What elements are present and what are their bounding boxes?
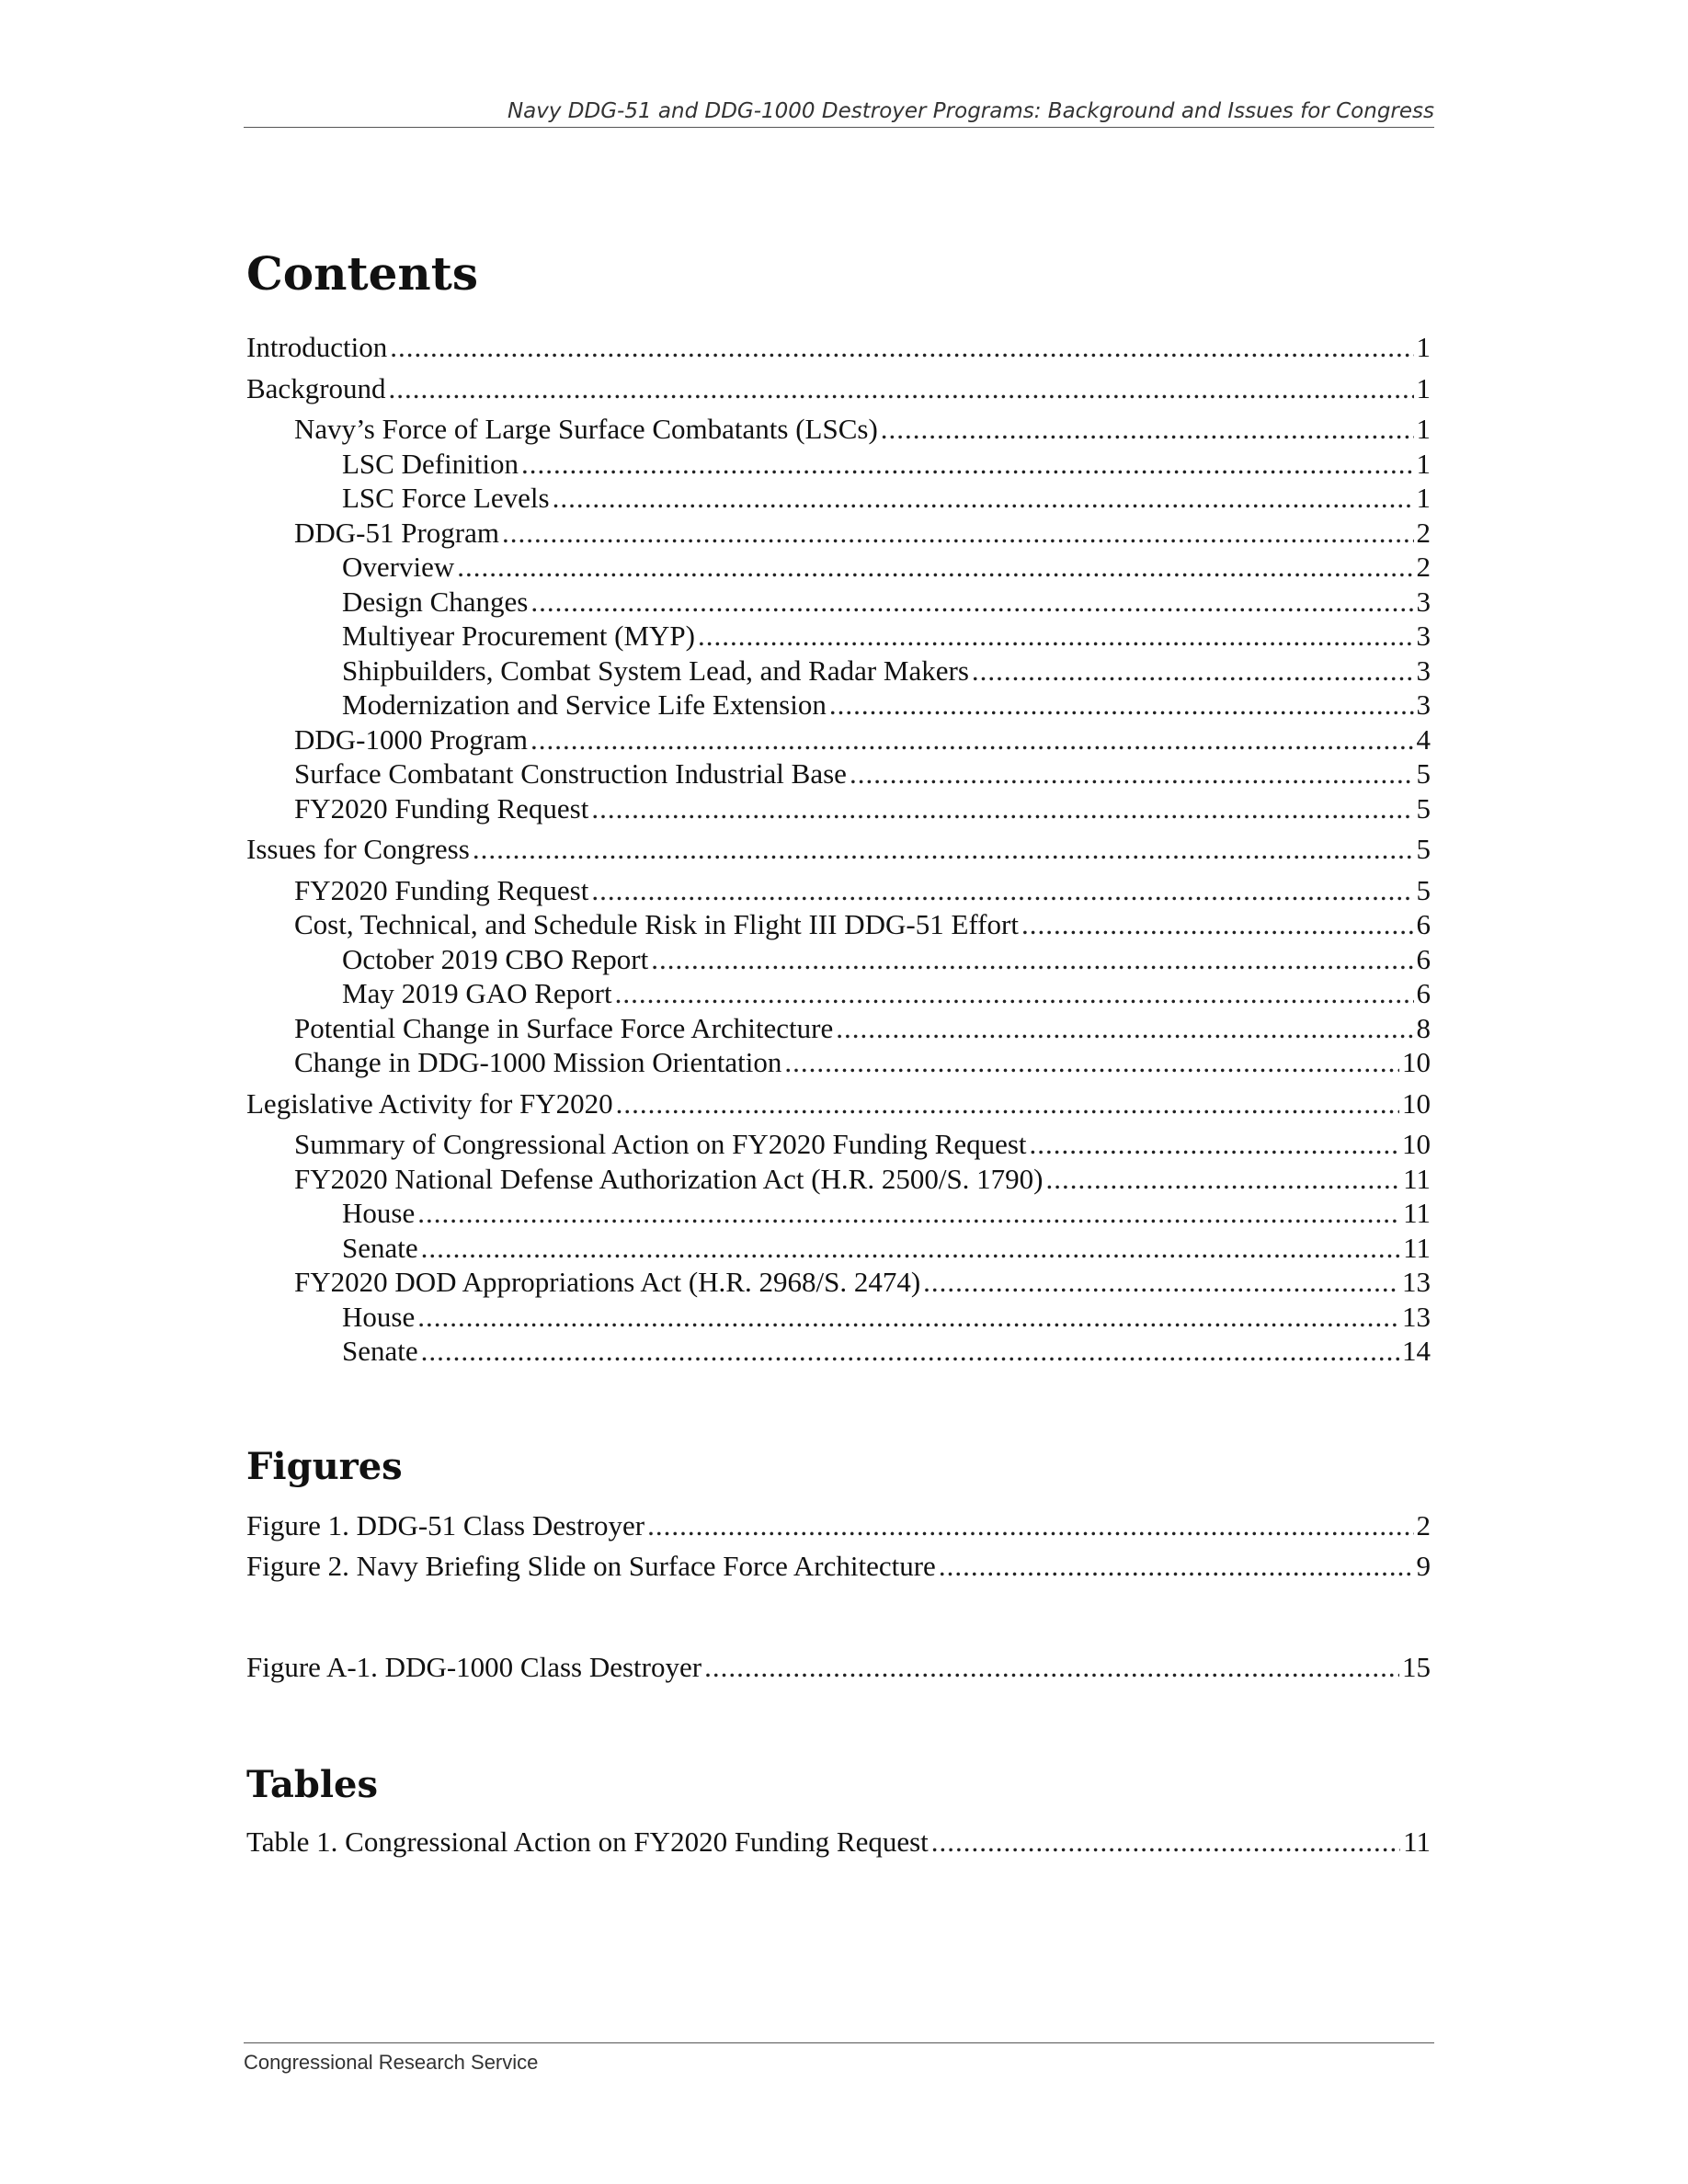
toc-entry[interactable] bbox=[246, 977, 1431, 1010]
dot-leader bbox=[704, 1651, 1399, 1684]
toc-entry-page: 11 bbox=[1403, 1232, 1431, 1264]
toc-entry[interactable] bbox=[246, 413, 1431, 446]
toc-entry[interactable] bbox=[246, 482, 1431, 515]
dot-leader bbox=[651, 943, 1413, 976]
toc-entry-title: Navy’s Force of Large Surface Combatants (LSCs) bbox=[294, 413, 878, 445]
toc-entry[interactable] bbox=[246, 654, 1431, 688]
toc-entry[interactable] bbox=[246, 1301, 1431, 1334]
toc-entry-title: Surface Combatant Construction Industrial Base bbox=[294, 757, 847, 790]
toc-entry-title: FY2020 National Defense Authorization Act (H.R. 2500/S. 1790) bbox=[294, 1163, 1044, 1195]
dot-leader bbox=[923, 1266, 1399, 1299]
toc-entry-page: 6 bbox=[1416, 908, 1431, 940]
toc-entry-title: Shipbuilders, Combat System Lead, and Radar Makers bbox=[342, 654, 969, 687]
toc-entry-page: 3 bbox=[1416, 586, 1431, 618]
toc-entry-page: 3 bbox=[1416, 620, 1431, 652]
dot-leader bbox=[931, 1826, 1400, 1859]
toc-entry-page: 2 bbox=[1416, 517, 1431, 549]
toc-entry-title: Issues for Congress bbox=[246, 833, 470, 865]
toc-entry-title: FY2020 DOD Appropriations Act (H.R. 2968/S. 2474) bbox=[294, 1266, 921, 1298]
toc-entry-page: 11 bbox=[1403, 1826, 1431, 1858]
toc-entry-page: 5 bbox=[1416, 757, 1431, 790]
toc-entry-title: October 2019 CBO Report bbox=[342, 943, 649, 975]
toc-entry-title: FY2020 Funding Request bbox=[294, 792, 589, 825]
toc-entry[interactable] bbox=[246, 1335, 1431, 1368]
toc-entry-title: Modernization and Service Life Extension bbox=[342, 688, 827, 721]
toc-entry-page: 5 bbox=[1416, 833, 1431, 865]
footer: Congressional Research Service bbox=[244, 2042, 1434, 2075]
toc-entry-title: DDG-1000 Program bbox=[294, 723, 528, 756]
toc-entry-page: 8 bbox=[1416, 1012, 1431, 1044]
toc-entry[interactable] bbox=[246, 1087, 1431, 1120]
toc-entry-title: House bbox=[342, 1197, 416, 1229]
toc-entry-title: Senate bbox=[342, 1335, 418, 1367]
toc-entry-page: 11 bbox=[1403, 1163, 1431, 1195]
toc-entry-page: 15 bbox=[1402, 1651, 1431, 1683]
dot-leader bbox=[502, 517, 1414, 550]
toc-entry-page: 13 bbox=[1402, 1266, 1431, 1298]
toc-entry-page: 1 bbox=[1416, 482, 1431, 514]
toc-entry-title: Multiyear Procurement (MYP) bbox=[342, 620, 695, 652]
toc-entry-page: 6 bbox=[1416, 977, 1431, 1009]
dot-leader bbox=[591, 874, 1413, 907]
toc-entry-title: Background bbox=[246, 372, 386, 404]
toc-entry-page: 9 bbox=[1416, 1550, 1431, 1582]
toc-entry-page: 13 bbox=[1402, 1301, 1431, 1333]
dot-leader bbox=[417, 1197, 1400, 1230]
dot-leader bbox=[836, 1012, 1413, 1045]
toc-entry-page: 10 bbox=[1402, 1087, 1431, 1120]
toc-entry[interactable] bbox=[246, 448, 1431, 481]
toc-entry[interactable] bbox=[246, 331, 1431, 364]
toc-entry-page: 2 bbox=[1416, 1509, 1431, 1541]
dot-leader bbox=[850, 757, 1414, 791]
dot-leader bbox=[457, 551, 1413, 584]
dot-leader bbox=[784, 1046, 1399, 1079]
dot-leader bbox=[647, 1509, 1413, 1542]
toc-entry-title: DDG-51 Program bbox=[294, 517, 499, 549]
toc-entry-page: 1 bbox=[1416, 448, 1431, 480]
toc-entry[interactable] bbox=[246, 688, 1431, 722]
dot-leader bbox=[530, 723, 1414, 756]
toc-entry-page: 10 bbox=[1402, 1128, 1431, 1160]
toc-entry-page: 3 bbox=[1416, 654, 1431, 687]
toc-entry-title: Potential Change in Surface Force Architecture bbox=[294, 1012, 834, 1044]
toc-entry-title: LSC Force Levels bbox=[342, 482, 550, 514]
toc-entry-page: 1 bbox=[1416, 413, 1431, 445]
toc-entry-page: 5 bbox=[1416, 874, 1431, 906]
toc-entry-title: Figure A-1. DDG-1000 Class Destroyer bbox=[246, 1651, 702, 1683]
toc-entry[interactable] bbox=[246, 1128, 1431, 1161]
toc-entry-page: 2 bbox=[1416, 551, 1431, 583]
toc-entry[interactable] bbox=[246, 1046, 1431, 1079]
contents-heading: Contents bbox=[246, 246, 479, 301]
toc-entry-title: Table 1. Congressional Action on FY2020 Funding Request bbox=[246, 1826, 929, 1858]
toc-entry[interactable] bbox=[246, 874, 1431, 907]
toc-entry[interactable] bbox=[246, 833, 1431, 866]
dot-leader bbox=[615, 977, 1414, 1010]
toc-entry-title: House bbox=[342, 1301, 416, 1333]
tables-heading: Tables bbox=[246, 1763, 378, 1806]
toc-entry[interactable] bbox=[246, 551, 1431, 584]
dot-leader bbox=[881, 413, 1414, 446]
dot-leader bbox=[473, 833, 1414, 866]
toc-entry[interactable] bbox=[246, 723, 1431, 756]
dot-leader bbox=[1030, 1128, 1399, 1161]
dot-leader bbox=[1021, 908, 1414, 941]
toc-entry[interactable] bbox=[246, 620, 1431, 653]
toc-entry-title: LSC Definition bbox=[342, 448, 519, 480]
dot-leader bbox=[972, 654, 1414, 688]
dot-leader bbox=[521, 448, 1413, 481]
dot-leader bbox=[939, 1550, 1414, 1583]
toc-entry[interactable] bbox=[246, 1826, 1431, 1859]
running-header: Navy DDG-51 and DDG-1000 Destroyer Programs: Background and Issues for Congress bbox=[244, 96, 1434, 128]
dot-leader bbox=[421, 1232, 1401, 1265]
toc-entry-page: 10 bbox=[1402, 1046, 1431, 1078]
toc-entry-title: Design Changes bbox=[342, 586, 529, 618]
toc-entry-title: Cost, Technical, and Schedule Risk in Flight III DDG-51 Effort bbox=[294, 908, 1019, 940]
toc-entry[interactable] bbox=[246, 908, 1431, 941]
toc-entry-page: 1 bbox=[1416, 331, 1431, 363]
dot-leader bbox=[1046, 1163, 1401, 1196]
toc-entry[interactable] bbox=[246, 943, 1431, 976]
dot-leader bbox=[421, 1335, 1399, 1368]
toc-entry[interactable] bbox=[246, 1232, 1431, 1265]
toc-entry-title: Figure 1. DDG-51 Class Destroyer bbox=[246, 1509, 645, 1541]
toc-entry[interactable] bbox=[246, 372, 1431, 405]
toc-entry[interactable] bbox=[246, 1509, 1431, 1542]
toc-entry[interactable] bbox=[246, 757, 1431, 791]
dot-leader bbox=[390, 331, 1413, 364]
toc-entry-page: 4 bbox=[1416, 723, 1431, 756]
dot-leader bbox=[530, 586, 1413, 619]
toc-entry-title: Senate bbox=[342, 1232, 418, 1264]
toc-entry[interactable] bbox=[246, 1163, 1431, 1196]
toc-entry[interactable] bbox=[246, 1197, 1431, 1230]
dot-leader bbox=[591, 792, 1413, 825]
toc-entry-title: Figure 2. Navy Briefing Slide on Surface Force Architecture bbox=[246, 1550, 936, 1582]
dot-leader bbox=[698, 620, 1414, 653]
toc-entry[interactable] bbox=[246, 517, 1431, 550]
toc-entry-title: Legislative Activity for FY2020 bbox=[246, 1087, 613, 1120]
toc-entry[interactable] bbox=[246, 586, 1431, 619]
toc-entry-title: FY2020 Funding Request bbox=[294, 874, 589, 906]
toc-entry-title: Change in DDG-1000 Mission Orientation bbox=[294, 1046, 782, 1078]
toc-entry-page: 11 bbox=[1403, 1197, 1431, 1229]
dot-leader bbox=[417, 1301, 1399, 1334]
toc-entry[interactable] bbox=[246, 1012, 1431, 1045]
toc-entry[interactable] bbox=[246, 792, 1431, 825]
toc-entry-title: Introduction bbox=[246, 331, 388, 363]
toc-entry-page: 6 bbox=[1416, 943, 1431, 975]
toc-entry-title: Summary of Congressional Action on FY2020 Funding Request bbox=[294, 1128, 1027, 1160]
toc-entry[interactable] bbox=[246, 1651, 1431, 1684]
toc-entry-title: Overview bbox=[342, 551, 455, 583]
toc-entry-title: May 2019 GAO Report bbox=[342, 977, 612, 1009]
toc-entry[interactable] bbox=[246, 1266, 1431, 1299]
toc-entry[interactable] bbox=[246, 1550, 1431, 1583]
toc-entry-page: 14 bbox=[1402, 1335, 1431, 1367]
toc-entry-page: 3 bbox=[1416, 688, 1431, 721]
dot-leader bbox=[829, 688, 1414, 722]
toc-entry-page: 5 bbox=[1416, 792, 1431, 825]
figures-heading: Figures bbox=[246, 1445, 403, 1488]
dot-leader bbox=[553, 482, 1414, 515]
toc-entry-page: 1 bbox=[1416, 372, 1431, 404]
dot-leader bbox=[616, 1087, 1399, 1120]
dot-leader bbox=[389, 372, 1414, 405]
